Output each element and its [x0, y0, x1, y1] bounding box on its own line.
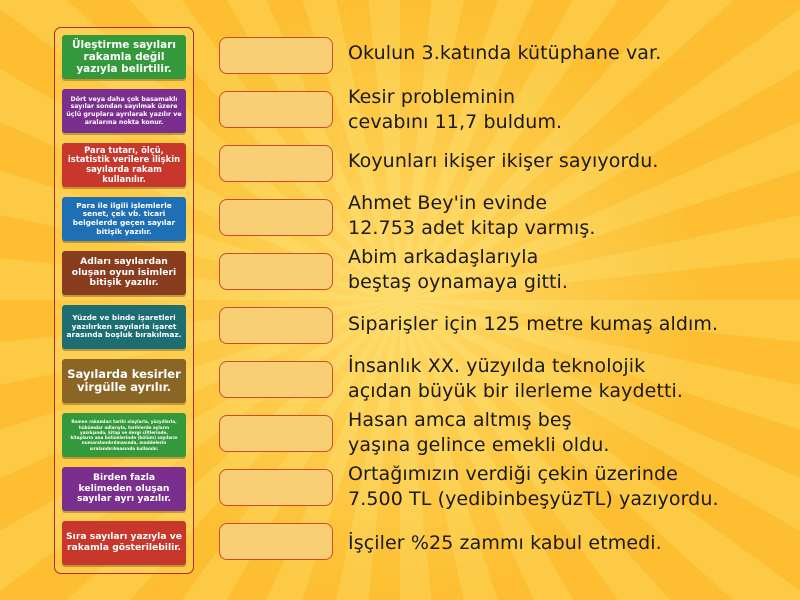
- statement-5-line-1: Abim arkadaşlarıyla: [348, 246, 539, 268]
- answer-card-4[interactable]: [62, 197, 186, 241]
- answer-card-2-text: Dört veya daha çok basamaklı sayılar sondan sayılmak üzere üçlü gruplara ayrılarak yazılır ve aralarına nokta konur.: [66, 95, 182, 126]
- answer-card-5-text: Adları sayılardan oluşan oyun isimleri bitişik yazılır.: [71, 256, 177, 289]
- statement-1-line-1: Okulun 3.katında kütüphane var.: [348, 42, 662, 64]
- statement-6: [348, 312, 718, 337]
- statement-3-line-1: Koyunları ikişer ikişer sayıyordu.: [348, 150, 659, 172]
- statement-4: [348, 191, 595, 241]
- drop-slot-3[interactable]: [219, 145, 333, 182]
- statement-2-line-2: cevabını 11,7 buldum.: [348, 111, 563, 133]
- statement-8: [348, 408, 610, 458]
- drop-slot-9[interactable]: [219, 469, 333, 506]
- statement-3: [348, 149, 658, 174]
- answer-card-3[interactable]: [62, 143, 186, 187]
- answer-card-7-text: Sayılarda kesirler virgülle ayrılır.: [67, 366, 181, 394]
- statement-8-line-2: yaşına gelince emekli oldu.: [348, 434, 610, 456]
- statement-1: [348, 41, 661, 66]
- statement-7: [348, 354, 683, 404]
- statement-7-line-2: açıdan büyük bir ilerleme kaydetti.: [348, 380, 684, 402]
- statement-8-line-1: Hasan amca altmış beş: [348, 409, 572, 431]
- drop-slot-10[interactable]: [219, 523, 333, 560]
- drop-slot-1[interactable]: [219, 37, 333, 74]
- statement-6-line-1: Siparişler için 125 metre kumaş aldım.: [348, 313, 719, 335]
- answer-card-9[interactable]: [62, 467, 186, 511]
- statement-2-line-1: Kesir probleminin: [348, 86, 516, 108]
- statement-9-line-2: 7.500 TL (yedibinbeşyüzTL) yazıyordu.: [348, 488, 719, 510]
- answer-card-7[interactable]: [62, 359, 186, 403]
- statement-9: [348, 462, 719, 512]
- drop-slot-5[interactable]: [219, 253, 333, 290]
- answer-card-6-text: Yüzde ve binde işaretleri yazılırken sayılarla işaret arasında boşluk bırakılmaz.: [66, 313, 182, 340]
- answer-card-1[interactable]: [62, 35, 186, 79]
- drop-slot-8[interactable]: [219, 415, 333, 452]
- answer-card-8[interactable]: [62, 413, 186, 457]
- statement-2: [348, 85, 562, 135]
- statement-4-line-1: Ahmet Bey'in evinde: [348, 192, 548, 214]
- answer-card-8-text: Romen rakamları tarihi olaylarla, yüzyıllarla, hükümdar adlarıyla, tarihlerde ayların yazılışında, kitap ve dergi ciltlerinde, kitapların ana bölümlerinde (bölüm) sayıların numaralandırılmasında, maddelerin sıralandırılmasında kullanılır.: [70, 419, 178, 451]
- statement-9-line-1: Ortağımızın verdiği çekin üzerinde: [348, 463, 678, 485]
- answer-card-6[interactable]: [62, 305, 186, 349]
- answer-card-2[interactable]: [62, 89, 186, 133]
- answer-card-3-text: Para tutarı, ölçü, istatistik verilere ilişkin sayılarda rakam kullanılır.: [67, 144, 181, 184]
- statement-5: [348, 245, 568, 295]
- statement-10-line-1: İşçiler %25 zammı kabul etmedi.: [348, 532, 662, 554]
- answer-card-4-text: Para ile ilgili işlemlerle senet, çek vb. ticari belgelerde geçen sayılar bitişik yazılır.: [72, 200, 176, 236]
- answer-card-5[interactable]: [62, 251, 186, 295]
- drop-slot-2[interactable]: [219, 91, 333, 128]
- answer-card-10-text: Sıra sayıları yazıyla ve rakamla gösterilebilir.: [66, 531, 182, 553]
- statement-5-line-2: beştaş oynamaya gitti.: [348, 271, 569, 293]
- answer-card-9-text: Birden fazla kelimeden oluşan sayılar ayrı yazılır.: [76, 472, 172, 505]
- drop-slot-7[interactable]: [219, 361, 333, 398]
- answer-card-1-text: Üleştirme sayıları rakamla değil yazıyla belirtilir.: [72, 38, 176, 76]
- statement-4-line-2: 12.753 adet kitap varmış.: [348, 217, 596, 239]
- answer-card-10[interactable]: [62, 521, 186, 565]
- drop-slot-6[interactable]: [219, 307, 333, 344]
- drop-slot-4[interactable]: [219, 199, 333, 236]
- statement-10: [348, 531, 662, 556]
- statement-7-line-1: İnsanlık XX. yüzyılda teknolojik: [348, 355, 646, 377]
